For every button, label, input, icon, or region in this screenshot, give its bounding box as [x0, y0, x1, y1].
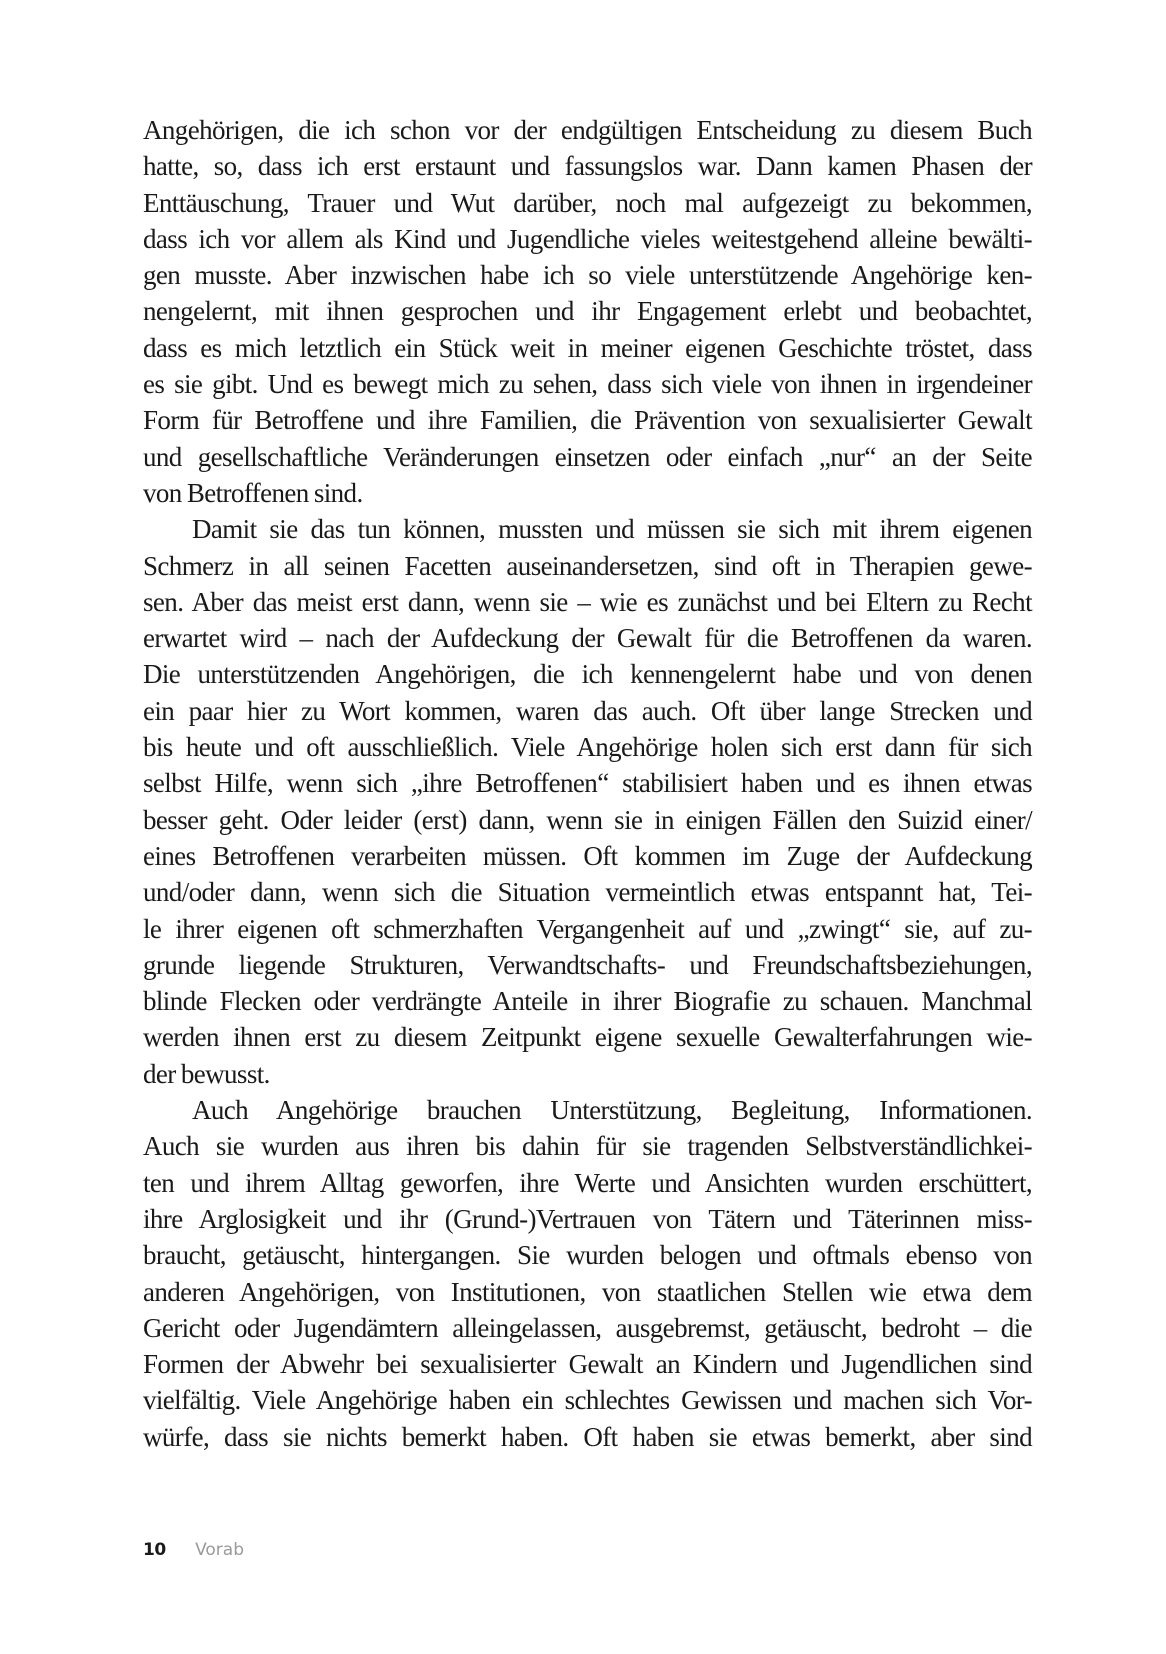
text-line: hatte, so, dass ich erst erstaunt und fassungslos war. Dann kamen Phasen der: [143, 151, 1032, 182]
text-line: grunde liegende Strukturen, Verwandtschafts- und Freundschaftsbeziehungen,: [143, 949, 1032, 980]
text-line: Formen der Abwehr bei sexualisierter Gewalt an Kindern und Jugendlichen sind: [143, 1349, 1032, 1380]
text-line: würfe, dass sie nichts bemerkt haben. Oft haben sie etwas bemerkt, aber sind: [143, 1421, 1032, 1452]
body-text: [143, 112, 1032, 1455]
text-line: Auch sie wurden aus ihren bis dahin für sie tragenden Selbstverständlichkei-: [143, 1131, 1032, 1162]
page-footer: [143, 1540, 244, 1560]
text-line: der bewusst.: [143, 1058, 270, 1089]
text-line: selbst Hilfe, wenn sich „ihre Betroffenen“ stabilisiert haben und es ihnen etwas: [143, 768, 1032, 799]
text-line: eines Betroffenen verarbeiten müssen. Oft kommen im Zuge der Aufdeckung: [143, 840, 1032, 871]
text-line: braucht, getäuscht, hintergangen. Sie wurden belogen und oftmals ebenso von: [143, 1240, 1032, 1271]
text-line: es sie gibt. Und es bewegt mich zu sehen, dass sich viele von ihnen in irgendeiner: [143, 369, 1032, 400]
text-line: und/oder dann, wenn sich die Situation vermeintlich etwas entspannt hat, Tei-: [143, 877, 1032, 908]
text-line: und gesellschaftliche Veränderungen einsetzen oder einfach „nur“ an der Seite: [143, 441, 1032, 472]
text-line: gen musste. Aber inzwischen habe ich so viele unterstützende Angehörige ken-: [143, 260, 1032, 291]
text-line: blinde Flecken oder verdrängte Anteile in ihrer Biografie zu schauen. Manchmal: [143, 986, 1032, 1017]
text-line: Form für Betroffene und ihre Familien, die Prävention von sexualisierter Gewalt: [143, 405, 1032, 436]
text-line: le ihrer eigenen oft schmerzhaften Vergangenheit auf und „zwingt“ sie, auf zu-: [143, 913, 1032, 944]
text-line: Enttäuschung, Trauer und Wut darüber, noch mal aufgezeigt zu bekommen,: [143, 187, 1032, 218]
text-line: nengelernt, mit ihnen gesprochen und ihr Engagement erlebt und beobachtet,: [143, 296, 1032, 327]
paragraph: [143, 112, 1032, 511]
text-line: sen. Aber das meist erst dann, wenn sie – wie es zunächst und bei Eltern zu Recht: [143, 586, 1032, 617]
text-line: ihre Arglosigkeit und ihr (Grund-)Vertrauen von Tätern und Täterinnen miss-: [143, 1203, 1032, 1234]
text-line: vielfältig. Viele Angehörige haben ein schlechtes Gewissen und machen sich Vor-: [143, 1385, 1032, 1416]
text-line: besser geht. Oder leider (erst) dann, wenn sie in einigen Fällen den Suizid einer/: [143, 804, 1032, 835]
text-line: Die unterstützenden Angehörigen, die ich kennengelernt habe und von denen: [143, 659, 1032, 690]
text-line: Angehörigen, die ich schon vor der endgültigen Entscheidung zu diesem Buch: [143, 115, 1032, 145]
text-line: Damit sie das tun können, mussten und müssen sie sich mit ihrem eigenen: [192, 514, 1032, 545]
paragraph: [143, 511, 1032, 1092]
text-line: Gericht oder Jugendämtern alleingelassen, ausgebremst, getäuscht, bedroht – die: [143, 1312, 1032, 1343]
text-line: werden ihnen erst zu diesem Zeitpunkt eigene sexuelle Gewalterfahrungen wie-: [143, 1022, 1032, 1053]
paragraph: [143, 1092, 1032, 1455]
text-line: ein paar hier zu Wort kommen, waren das auch. Oft über lange Strecken und: [143, 695, 1032, 726]
text-line: erwartet wird – nach der Aufdeckung der Gewalt für die Betroffenen da waren.: [143, 623, 1032, 654]
text-line: dass ich vor allem als Kind und Jugendliche vieles weitestgehend alleine bewälti-: [143, 223, 1032, 254]
text-line: bis heute und oft ausschließlich. Viele Angehörige holen sich erst dann für sich: [143, 732, 1032, 763]
page-number: 10: [143, 1540, 166, 1560]
text-line: Schmerz in all seinen Facetten auseinandersetzen, sind oft in Therapien gewe-: [143, 550, 1032, 581]
text-line: von Betroffenen sind.: [143, 477, 363, 508]
text-line: dass es mich letztlich ein Stück weit in meiner eigenen Geschichte tröstet, dass: [143, 332, 1032, 363]
running-title: Vorab: [195, 1540, 244, 1560]
text-line: ten und ihrem Alltag geworfen, ihre Werte und Ansichten wurden erschüttert,: [143, 1167, 1032, 1198]
text-line: Auch Angehörige brauchen Unterstützung, Begleitung, Informationen.: [192, 1095, 1032, 1126]
text-line: anderen Angehörigen, von Institutionen, von staatlichen Stellen wie etwa dem: [143, 1276, 1032, 1307]
